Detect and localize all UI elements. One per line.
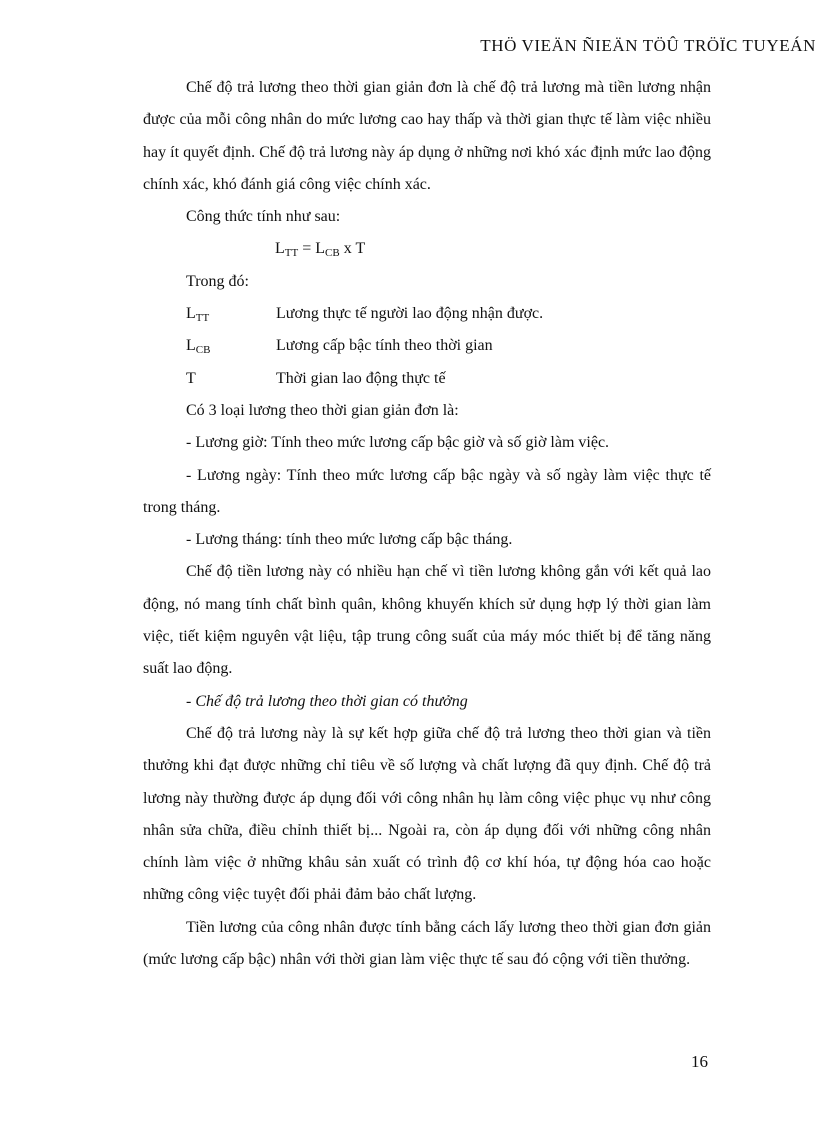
formula-lhs: L <box>275 240 285 258</box>
paragraph-three-types: Có 3 loại lương theo thời gian giản đơn là: <box>186 401 459 419</box>
definition-text: Thời gian lao động thực tế <box>276 369 446 387</box>
definition-term-base: L <box>186 337 196 355</box>
paragraph-monthly-wage: - Lương tháng: tính theo mức lương cấp bậc tháng. <box>186 531 513 549</box>
paragraph-daily-wage: - Lương ngày: Tính theo mức lương cấp bậc ngày và số ngày làm việc thực tế trong tháng. <box>143 466 711 516</box>
paragraph-limitations: Chế độ tiền lương này có nhiều hạn chế vì tiền lương không gắn với kết quả lao động, nó mang tính chất bình quân, không khuyến khích sử dụng hợp lý thời gian làm việc, tiết kiệm nguyên vật liệu, tập trung công suất của máy móc thiết bị để tăng năng suất lao động. <box>143 563 711 678</box>
formula-times: x T <box>339 240 366 258</box>
definition-term-subscript: CB <box>195 344 211 357</box>
paragraph-simple-time-wage: Chế độ trả lương theo thời gian giản đơn là chế độ trả lương mà tiền lương nhận được của mỗi công nhân do mức lương cao hay thấp và thời gian thực tế làm việc nhiều hay ít quyết định. Chế độ trả lương này áp dụng ở những nơi khó xác định mức lao động chính xác, khó đánh giá công việc chính xác. <box>143 79 711 193</box>
subheading-time-wage-bonus: - Chế độ trả lương theo thời gian có thưởng <box>186 692 468 710</box>
formula-equals: = <box>298 240 316 258</box>
page-number: 16 <box>691 1052 708 1071</box>
formula-lhs-subscript: TT <box>284 247 299 260</box>
formula-rhs-subscript: CB <box>325 247 340 260</box>
paragraph-wage-calculation: Tiền lương của công nhân được tính bằng cách lấy lương theo thời gian đơn giản (mức lương cấp bậc) nhân với thời gian làm việc thực tế sau đó cộng với tiền thưởng. <box>143 918 711 969</box>
paragraph-formula-intro: Công thức tính như sau: <box>186 208 341 226</box>
page-body <box>143 72 711 976</box>
definition-row <box>143 363 711 395</box>
definition-term-subscript: TT <box>195 312 210 325</box>
definition-term-base: T <box>186 369 196 387</box>
definition-term <box>186 363 276 395</box>
wage-formula <box>143 233 711 265</box>
definition-term <box>186 330 276 362</box>
paragraph-hourly-wage: - Lương giờ: Tính theo mức lương cấp bậc giờ và số giờ làm việc. <box>186 434 610 452</box>
definition-text: Lương thực tế người lao động nhận được. <box>276 305 544 323</box>
definition-term <box>186 298 276 330</box>
definition-term-base: L <box>186 305 196 323</box>
page-header: THÖ VIEÄN ÑIEÄN TÖÛ TRÖÏC TUYEÁN <box>480 36 816 55</box>
definition-row <box>143 298 711 330</box>
paragraph-bonus-scheme: Chế độ trả lương này là sự kết hợp giữa chế độ trả lương theo thời gian và tiền thưởng khi đạt được những chỉ tiêu về số lượng và chất lượng đã quy định. Chế độ trả lương này thường được áp dụng đối với công nhân hụ làm công việc phục vụ như công nhân sửa chữa, điều chỉnh thiết bị... Ngoài ra, còn áp dụng đối với những công nhân chính làm việc ở những khâu sản xuất có trình độ cơ khí hóa, tự động hóa cao hoặc những công việc tuyệt đối phải đảm bảo chất lượng. <box>143 724 711 904</box>
definition-row <box>143 330 711 362</box>
formula-rhs: L <box>315 240 326 258</box>
definition-text: Lương cấp bậc tính theo thời gian <box>276 337 493 355</box>
paragraph-where: Trong đó: <box>186 272 249 290</box>
